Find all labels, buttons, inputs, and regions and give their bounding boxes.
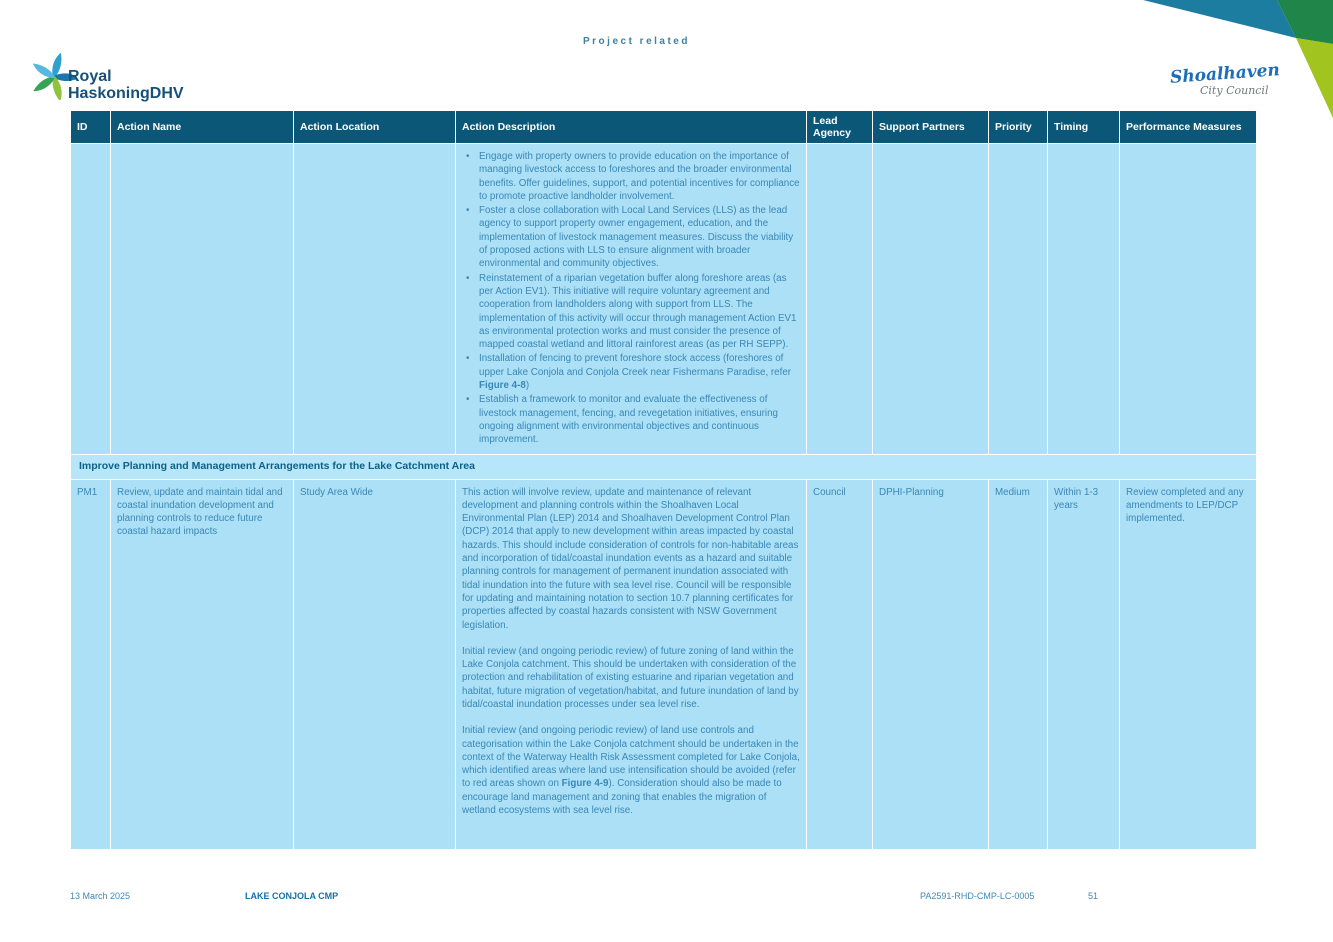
bullet-item: • Engage with property owners to provide education on the importance of managing livestock access to foreshores and the broader environmental benefits. Offer guidelines, support, and potential incentives for compliance to promote proactive landholder involvement. <box>462 150 800 203</box>
cell-id-empty <box>71 144 111 455</box>
column-header-id: ID <box>71 111 111 144</box>
footer-document-reference: PA2591-RHD-CMP-LC-0005 <box>920 891 1035 901</box>
document-classification-label: Project related <box>583 36 690 47</box>
column-header-support-partners: Support Partners <box>873 111 989 144</box>
footer-date: 13 March 2025 <box>70 891 131 901</box>
cell-action-location-empty <box>294 144 456 455</box>
cell-action-location: Study Area Wide <box>294 479 456 849</box>
column-header-lead-agency: Lead Agency <box>807 111 873 144</box>
table-row-continuation <box>71 144 1257 455</box>
column-header-action-name: Action Name <box>111 111 294 144</box>
cell-performance-measures-empty <box>1120 144 1257 455</box>
cell-action-description <box>456 144 807 455</box>
action-plan-table <box>70 110 1256 850</box>
column-header-action-location: Action Location <box>294 111 456 144</box>
cell-timing: Within 1-3 years <box>1048 479 1120 849</box>
cell-performance-measures: Review completed and any amendments to LEP/DCP implemented. <box>1120 479 1257 849</box>
footer-document-title: LAKE CONJOLA CMP <box>245 891 339 901</box>
column-header-priority: Priority <box>989 111 1048 144</box>
cell-lead-agency-empty <box>807 144 873 455</box>
cell-action-description <box>456 479 807 849</box>
description-paragraph: Initial review (and ongoing periodic review) of land use controls and categorisation within the Lake Conjola catchment should be undertaken in the context of the Waterway Health Risk Assessment completed for Lake Conjola, which identified areas where land use intensification should be avoided (refer to red areas shown on Figure 4-9). Consideration should also be made to encourage land management and zoning that enables the migration of wetland ecosystems with sea level rise. <box>462 725 800 817</box>
footer-page-number: 51 <box>1088 891 1099 901</box>
column-header-action-description: Action Description <box>456 111 807 144</box>
bullet-item: • Foster a close collaboration with Local Land Services (LLS) as the lead agency to support property owner engagement, education, and the implementation of livestock management measures. Discuss the viability of proposed actions with LLS to ensure alignment with broader environmental and community objectives. <box>462 204 800 270</box>
column-header-timing: Timing <box>1048 111 1120 144</box>
table-section-header-row <box>71 454 1257 479</box>
shoalhaven-logo-text: Shoalhaven <box>1169 60 1281 88</box>
bullet-item: • Establish a framework to monitor and evaluate the effectiveness of livestock management, fencing, and revegetation initiatives, ensuring ongoing alignment with environmental objectives and continuous improvement. <box>462 393 800 446</box>
rhdhv-logo <box>30 48 290 108</box>
cell-id: PM1 <box>71 479 111 849</box>
cell-lead-agency: Council <box>807 479 873 849</box>
bullet-item: • Reinstatement of a riparian vegetation buffer along foreshore areas (as per Action EV1). This initiative will require voluntary agreement and cooperation from landholders along with support from LLS. The implementation of this activity will occur through management Action EV1 as environmental protection works and must consider the presence of mapped coastal wetland and littoral rainforest areas (as per RH SEPP). <box>462 272 800 352</box>
shoalhaven-council-logo <box>1165 60 1305 105</box>
rhdhv-logo-text-royal: Royal <box>68 68 112 85</box>
table-row-pm1 <box>71 479 1257 849</box>
action-bullet-list <box>462 150 800 447</box>
corner-teal-triangle <box>1143 0 1296 38</box>
section-header-text: Improve Planning and Management Arrangements for the Lake Catchment Area <box>71 454 1257 479</box>
cell-support-partners: DPHI-Planning <box>873 479 989 849</box>
cell-priority: Medium <box>989 479 1048 849</box>
description-paragraph: Initial review (and ongoing periodic review) of future zoning of land within the Lake Conjola catchment. This should be undertaken with consideration of the protection and rehabilitation of existing estuarine and riparian vegetation and habitat, future migration of vegetation/habitat, and future inundation of land by tidal/coastal inundation processes under sea level rise. <box>462 645 799 710</box>
cell-priority-empty <box>989 144 1048 455</box>
column-header-performance-measures: Performance Measures <box>1120 111 1257 144</box>
rhdhv-logo-text-haskoningdhv: HaskoningDHV <box>68 85 184 102</box>
bullet-item: • Installation of fencing to prevent foreshore stock access (foreshores of upper Lake Conjola and Conjola Creek near Fishermans Paradise, refer Figure 4-8) <box>462 352 800 392</box>
cell-timing-empty <box>1048 144 1120 455</box>
description-paragraph: This action will involve review, update and maintenance of relevant development and planning controls within the Shoalhaven Local Environmental Plan (LEP) 2014 and Shoalhaven Development Control Plan (DCP) 2014 that apply to new development within areas impacted by coastal hazards. This should include consideration of controls for non-habitable areas and incorporation of tidal/coastal inundation events as a hazard and suitable planning controls for management of permanent inundation associated with tidal inundation into the future with sea level rise. Council will be responsible for updating and maintaining notation to section 10.7 planning certificates for properties affected by coastal hazards consistent with NSW Government legislation. <box>462 486 799 631</box>
table-header-row <box>71 111 1257 144</box>
cell-action-name-empty <box>111 144 294 455</box>
cell-action-name: Review, update and maintain tidal and coastal inundation development and planning controls to reduce future coastal hazard impacts <box>111 479 294 849</box>
city-council-logo-text: City Council <box>1200 84 1269 97</box>
cell-support-partners-empty <box>873 144 989 455</box>
